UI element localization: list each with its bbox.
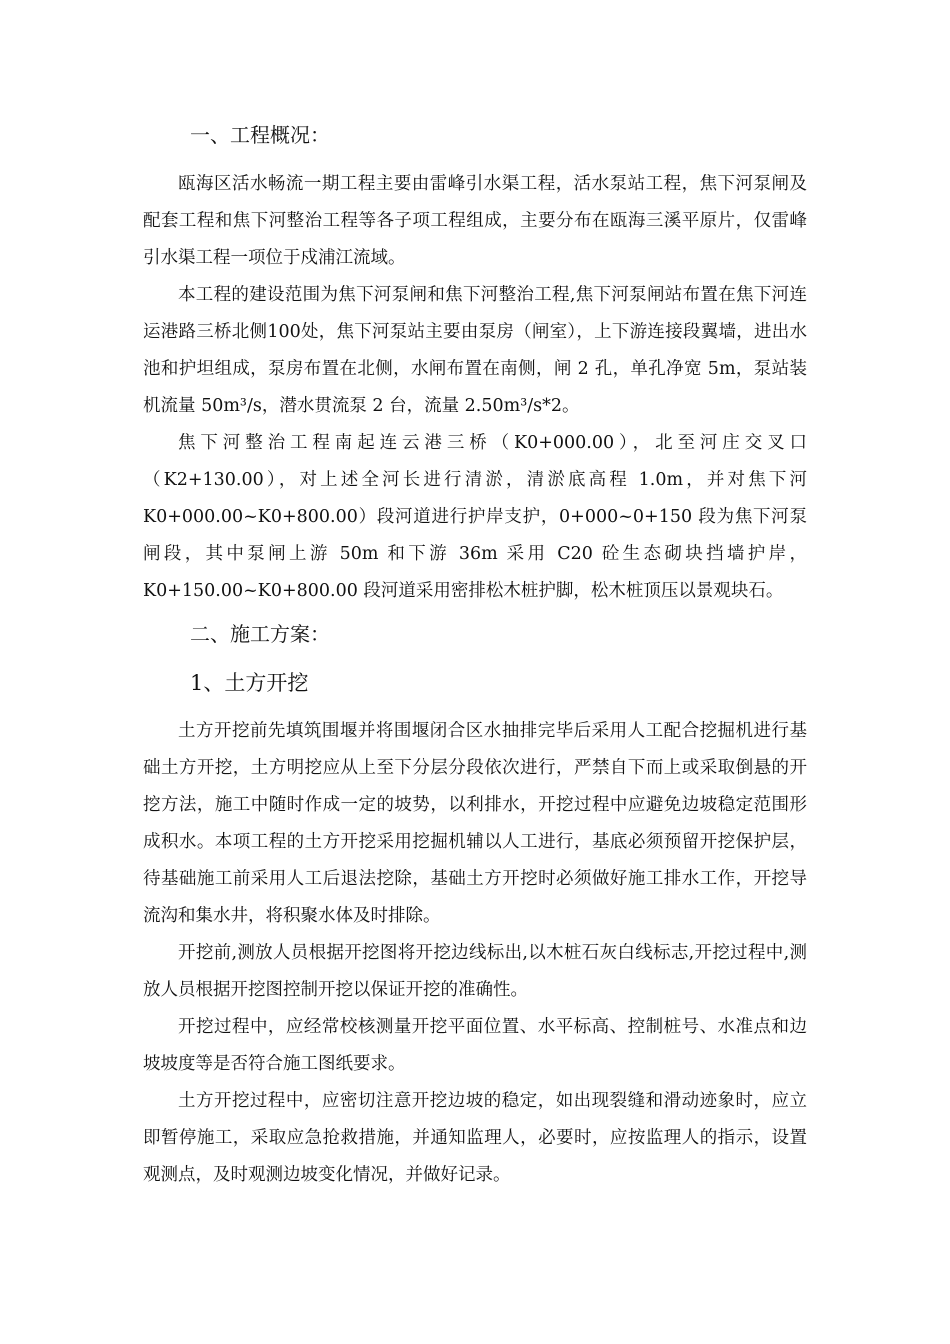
earthwork-paragraph-3: 开挖过程中，应经常校核测量开挖平面位置、水平标高、控制桩号、水准点和边坡坡度等是否符合施工图纸要求。 [143, 1017, 807, 1074]
overview-paragraph-3: 焦下河整治工程南起连云港三桥（K0+000.00），北至河庄交叉口（K2+130.00），对上述全河长进行清淤，清淤底高程 1.0m，并对焦下河K0+000.00~K0+800.00）段河道进行护岸支护，0+000~0+150 段为焦下河泵闸段，其中泵闸上游 50m 和下游 36m 采用 C20 砼生态砌块挡墙护岸，K0+150.00~K0+800.00 段河道采用密排松木桩护脚，松木桩顶压以景观块石。 [143, 433, 807, 601]
section-heading-plan: 二、施工方案： [190, 622, 330, 646]
overview-paragraph-2: 本工程的建设范围为焦下河泵闸和焦下河整治工程,焦下河泵闸站布置在焦下河连运港路三桥北侧100处，焦下河泵站主要由泵房（闸室），上下游连接段翼墙，进出水池和护坦组成，泵房布置在北侧，水闸布置在南侧，闸 2 孔，单孔净宽 5m，泵站装机流量 50m³/s，潜水贯流泵 2 台，流量 2.50m³/s*2。 [143, 285, 807, 416]
overview-paragraph-1: 瓯海区活水畅流一期工程主要由雷峰引水渠工程，活水泵站工程，焦下河泵闸及配套工程和焦下河整治工程等各子项工程组成，主要分布在瓯海三溪平原片，仅雷峰引水渠工程一项位于戍浦江流域。 [143, 174, 807, 268]
subsection-heading-earthwork: 1、土方开挖 [190, 671, 309, 695]
earthwork-paragraph-4: 土方开挖过程中，应密切注意开挖边坡的稳定，如出现裂缝和滑动迹象时，应立即暂停施工，采取应急抢救措施，并通知监理人，必要时，应按监理人的指示，设置观测点，及时观测边坡变化情况，并做好记录。 [143, 1091, 807, 1185]
earthwork-paragraph-1: 土方开挖前先填筑围堰并将围堰闭合区水抽排完毕后采用人工配合挖掘机进行基础土方开挖，土方明挖应从上至下分层分段依次进行，严禁自下而上或采取倒悬的开挖方法，施工中随时作成一定的坡势，以利排水，开挖过程中应避免边坡稳定范围形成积水。本项工程的土方开挖采用挖掘机辅以人工进行，基底必须预留开挖保护层，待基础施工前采用人工后退法挖除，基础土方开挖时必须做好施工排水工作，开挖导流沟和集水井，将积聚水体及时排除。 [143, 721, 807, 926]
section-heading-overview: 一、工程概况： [190, 123, 330, 147]
earthwork-paragraph-2: 开挖前,测放人员根据开挖图将开挖边线标出,以木桩石灰白线标志,开挖过程中,测放人员根据开挖图控制开挖以保证开挖的准确性。 [143, 943, 807, 1000]
